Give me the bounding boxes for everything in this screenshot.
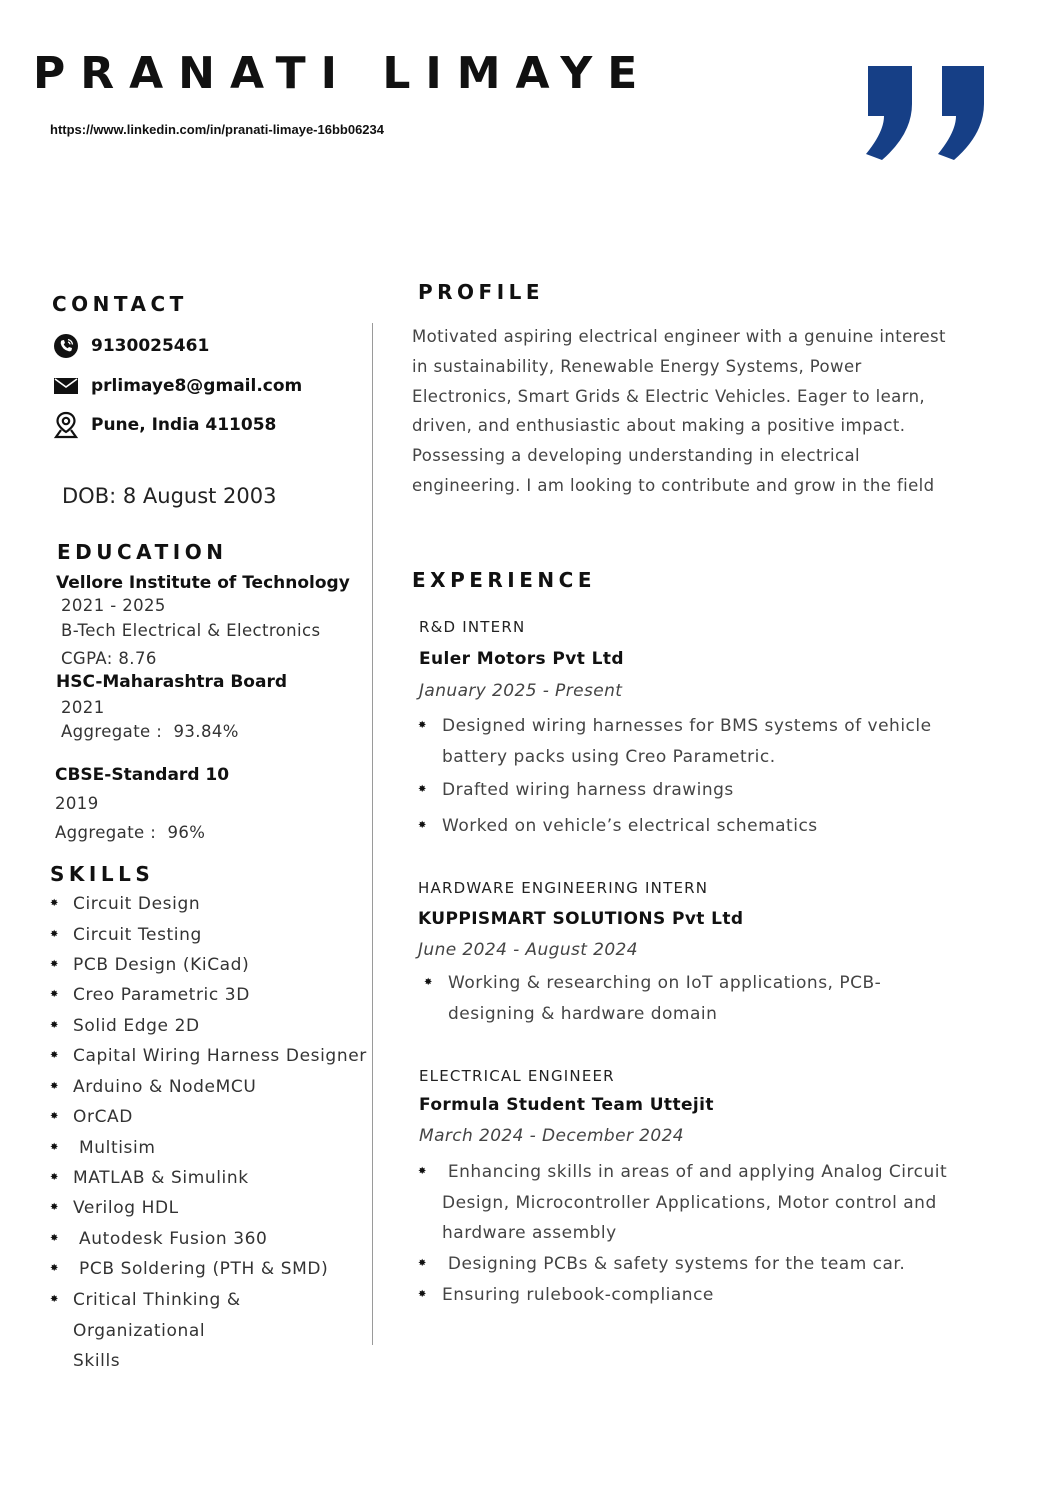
linkedin-url[interactable]: https://www.linkedin.com/in/pranati-limaye-16bb06234 <box>50 122 384 137</box>
job-bullet: ✸ Working & researching on IoT applications, PCB-designing & hardware domain <box>424 968 904 1029</box>
job-bullet: ✸ Worked on vehicle’s electrical schematics <box>418 811 943 842</box>
contact-phone <box>52 331 209 361</box>
email-icon <box>52 372 80 400</box>
education-heading: EDUCATION <box>57 540 228 564</box>
bullet-icon: ✸ <box>50 1142 59 1153</box>
job-role: R&D INTERN <box>419 618 526 636</box>
skill-item: ✸ PCB Design (KiCad) <box>50 950 249 981</box>
job-role: HARDWARE ENGINEERING INTERN <box>418 879 709 897</box>
job-bullet: ✸ Ensuring rulebook-compliance <box>418 1280 953 1311</box>
bullet-icon: ✸ <box>50 1172 59 1183</box>
bullet-icon: ✸ <box>50 1081 59 1092</box>
skill-item: ✸ Solid Edge 2D <box>50 1011 200 1042</box>
job-period: June 2024 - August 2024 <box>418 940 638 960</box>
contact-email <box>52 371 302 401</box>
bullet-icon: ✸ <box>424 977 433 988</box>
skill-item: ✸ Verilog HDL <box>50 1193 179 1224</box>
job-bullet: ✸ Drafted wiring harness drawings <box>418 775 943 806</box>
skill-item: ✸ Multisim <box>50 1133 156 1164</box>
skill-item: ✸ PCB Soldering (PTH & SMD) <box>50 1254 328 1285</box>
job-bullet: ✸ Designing PCBs & safety systems for the team car. <box>418 1249 953 1280</box>
education-years: 2021 - 2025 <box>61 596 166 615</box>
contact-heading: CONTACT <box>52 292 188 316</box>
job-role: ELECTRICAL ENGINEER <box>419 1067 615 1085</box>
bullet-icon: ✸ <box>50 1020 59 1031</box>
bullet-icon: ✸ <box>50 1202 59 1213</box>
job-company: Formula Student Team Uttejit <box>419 1095 714 1115</box>
bullet-icon: ✸ <box>50 1050 59 1061</box>
skill-item: ✸ Arduino & NodeMCU <box>50 1072 256 1103</box>
education-degree: B-Tech Electrical & Electronics <box>61 621 321 640</box>
job-bullet: ✸ Enhancing skills in areas of and applying Analog Circuit Design, Microcontroller Applications, Motor control and hardware assembly <box>418 1157 953 1249</box>
bullet-icon: ✸ <box>50 1233 59 1244</box>
profile-summary: Motivated aspiring electrical engineer with a genuine interest in sustainability, Renewable Energy Systems, Power Electronics, Smart Grids & Electric Vehicles. Eager to learn, driven, and enthusiastic about making a positive impact. Possessing a developing understanding in electrical engineering. I am looking to contribute and grow in the field <box>412 327 946 495</box>
skill-item: ✸ Creo Parametric 3D <box>50 980 250 1011</box>
bullet-icon: ✸ <box>418 1166 427 1177</box>
bullet-icon: ✸ <box>50 1263 59 1274</box>
location-text: Pune, India 411058 <box>91 415 277 435</box>
contact-location <box>52 410 276 440</box>
column-divider <box>372 323 373 1345</box>
bullet-icon: ✸ <box>418 1258 427 1269</box>
bullet-icon: ✸ <box>418 784 427 795</box>
bullet-icon: ✸ <box>418 1289 427 1300</box>
education-institution: CBSE-Standard 10 <box>55 765 230 785</box>
education-score: Aggregate : 96% <box>55 823 206 842</box>
education-years: 2021 <box>61 698 105 717</box>
education-years: 2019 <box>55 794 99 813</box>
phone-number[interactable]: 9130025461 <box>91 336 210 356</box>
profile-heading: PROFILE <box>418 280 545 304</box>
bullet-icon: ✸ <box>50 989 59 1000</box>
skill-item: ✸ Circuit Testing <box>50 920 202 951</box>
bullet-icon: ✸ <box>50 929 59 940</box>
bullet-icon: ✸ <box>50 959 59 970</box>
date-of-birth: DOB: 8 August 2003 <box>62 484 277 508</box>
skill-item: ✸ Circuit Design <box>50 889 200 920</box>
skill-item: ✸ Critical Thinking & Organizational Skills <box>50 1285 250 1377</box>
location-pin-icon <box>52 411 80 439</box>
bullet-icon: ✸ <box>418 820 427 831</box>
skill-item: ✸ Capital Wiring Harness Designer <box>50 1041 367 1072</box>
experience-heading: EXPERIENCE <box>412 568 596 592</box>
skill-item: ✸ OrCAD <box>50 1102 133 1133</box>
education-institution: HSC-Maharashtra Board <box>56 672 287 692</box>
bullet-icon: ✸ <box>50 1294 59 1305</box>
job-bullet: ✸ Designed wiring harnesses for BMS systems of vehicle battery packs using Creo Parametric. <box>418 711 943 772</box>
closing-quote-icon <box>862 64 986 162</box>
bullet-icon: ✸ <box>50 898 59 909</box>
job-company: KUPPISMART SOLUTIONS Pvt Ltd <box>418 909 744 929</box>
skill-item: ✸ MATLAB & Simulink <box>50 1163 249 1194</box>
bullet-icon: ✸ <box>418 720 427 731</box>
candidate-name: PRANATI LIMAYE <box>33 48 653 99</box>
skill-item: ✸ Autodesk Fusion 360 <box>50 1224 267 1255</box>
education-score: CGPA: 8.76 <box>61 649 157 668</box>
job-period: March 2024 - December 2024 <box>419 1126 685 1146</box>
phone-icon <box>52 332 80 360</box>
skills-heading: SKILLS <box>50 862 155 886</box>
education-score: Aggregate : 93.84% <box>61 722 239 741</box>
job-period: January 2025 - Present <box>419 681 623 701</box>
bullet-icon: ✸ <box>50 1111 59 1122</box>
education-institution: Vellore Institute of Technology <box>56 573 350 593</box>
email-address[interactable]: prlimaye8@gmail.com <box>91 376 303 396</box>
job-company: Euler Motors Pvt Ltd <box>419 649 624 669</box>
